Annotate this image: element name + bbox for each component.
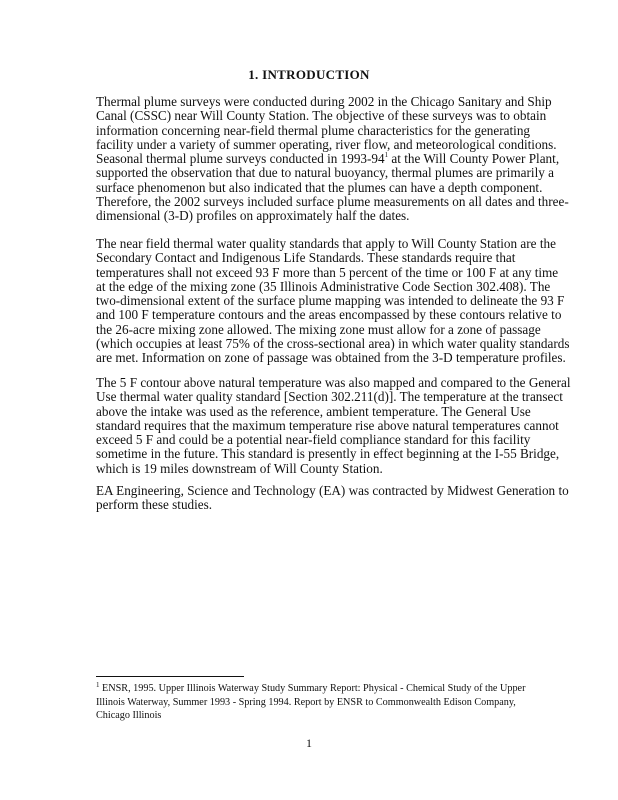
- text-segment: Seasonal thermal plume surveys conducted in 1993-94: [96, 151, 385, 167]
- text-line: exceed 5 F and could be a potential near-field compliance standard for this facility: [96, 432, 531, 448]
- footnote-reference[interactable]: 1: [384, 151, 389, 160]
- text-line: standard requires that the maximum temperature rise above natural temperatures cannot: [96, 417, 559, 433]
- text-line: [96, 151, 560, 167]
- text-line: Therefore, the 2002 surveys included surface plume measurements on all dates and three-: [96, 194, 569, 210]
- paragraph-2: [96, 236, 570, 366]
- footnote-line: [96, 682, 536, 696]
- text-line: perform these studies.: [96, 497, 213, 513]
- text-line: are met. Information on zone of passage was obtained from the 3-D temperature profiles.: [96, 350, 566, 366]
- text-line: the 26-acre mixing zone allowed. The mixing zone must allow for a zone of passage: [96, 321, 541, 337]
- text-line: Canal (CSSC) near Will County Station. The objective of these surveys was to obtain: [96, 108, 547, 124]
- text-segment: at the Will County Power Plant,: [388, 151, 560, 167]
- text-line: The 5 F contour above natural temperature was also mapped and compared to the General: [96, 375, 571, 390]
- text-line: dimensional (3-D) profiles on approximately half the dates.: [96, 208, 410, 224]
- text-line: sometime in the future. This standard is presently in effect beginning at the I-55 Bridge,: [96, 446, 560, 462]
- text-line: two-dimensional extent of the surface plume mapping was intended to delineate the 93 F: [96, 293, 565, 309]
- text-line: Use thermal water quality standard [Section 302.211(d)]. The temperature at the transect: [96, 389, 563, 405]
- text-line: The near field thermal water quality standards that apply to Will County Station are the: [96, 236, 556, 251]
- paragraph-3: [96, 375, 571, 476]
- footnote-divider: [96, 676, 244, 677]
- text-line: EA Engineering, Science and Technology (EA) was contracted by Midwest Generation to: [96, 483, 569, 498]
- text-line: at the edge of the mixing zone (35 Illinois Administrative Code Section 302.408). The: [96, 278, 551, 294]
- text-line: surface phenomenon but also indicated that the plumes can have a depth component.: [96, 179, 543, 195]
- text-line: facility under a variety of summer operating, river flow, and meteorological conditions.: [96, 136, 557, 152]
- text-line: which is 19 miles downstream of Will County Station.: [96, 460, 383, 476]
- text-line: temperatures shall not exceed 93 F more than 5 percent of the time or 100 F at any time: [96, 264, 559, 280]
- footnote: [96, 682, 536, 723]
- footnote-line: Illinois Waterway, Summer 1993 - Spring 1994. Report by ENSR to Commonwealth Edison Company,: [96, 696, 516, 708]
- footnote-line: Chicago Illinois: [96, 710, 162, 721]
- text-line: information concerning near-field thermal plume characteristics for the generating: [96, 122, 531, 138]
- footnote-marker: 1: [96, 681, 100, 689]
- footnote-text: ENSR, 1995. Upper Illinois Waterway Study Summary Report: Physical - Chemical Study of the Upper: [99, 683, 526, 694]
- text-line: and 100 F temperature contours and the areas encompassed by these contours relative to: [96, 307, 562, 323]
- page-number: 1: [306, 736, 312, 750]
- section-title: 1. INTRODUCTION: [248, 67, 370, 82]
- text-line: supported the observation that due to natural buoyancy, thermal plumes are primarily a: [96, 165, 555, 181]
- paragraph-4: [96, 483, 569, 513]
- text-line: (which occupies at least 75% of the cross-sectional area) in which water quality standards: [96, 336, 570, 352]
- text-line: Secondary Contact and Indigenous Life Standards. These standards require that: [96, 250, 516, 266]
- text-line: above the intake was used as the reference, ambient temperature. The General Use: [96, 403, 531, 419]
- text-line: Thermal plume surveys were conducted during 2002 in the Chicago Sanitary and Ship: [96, 94, 552, 109]
- paragraph-1: [96, 94, 569, 224]
